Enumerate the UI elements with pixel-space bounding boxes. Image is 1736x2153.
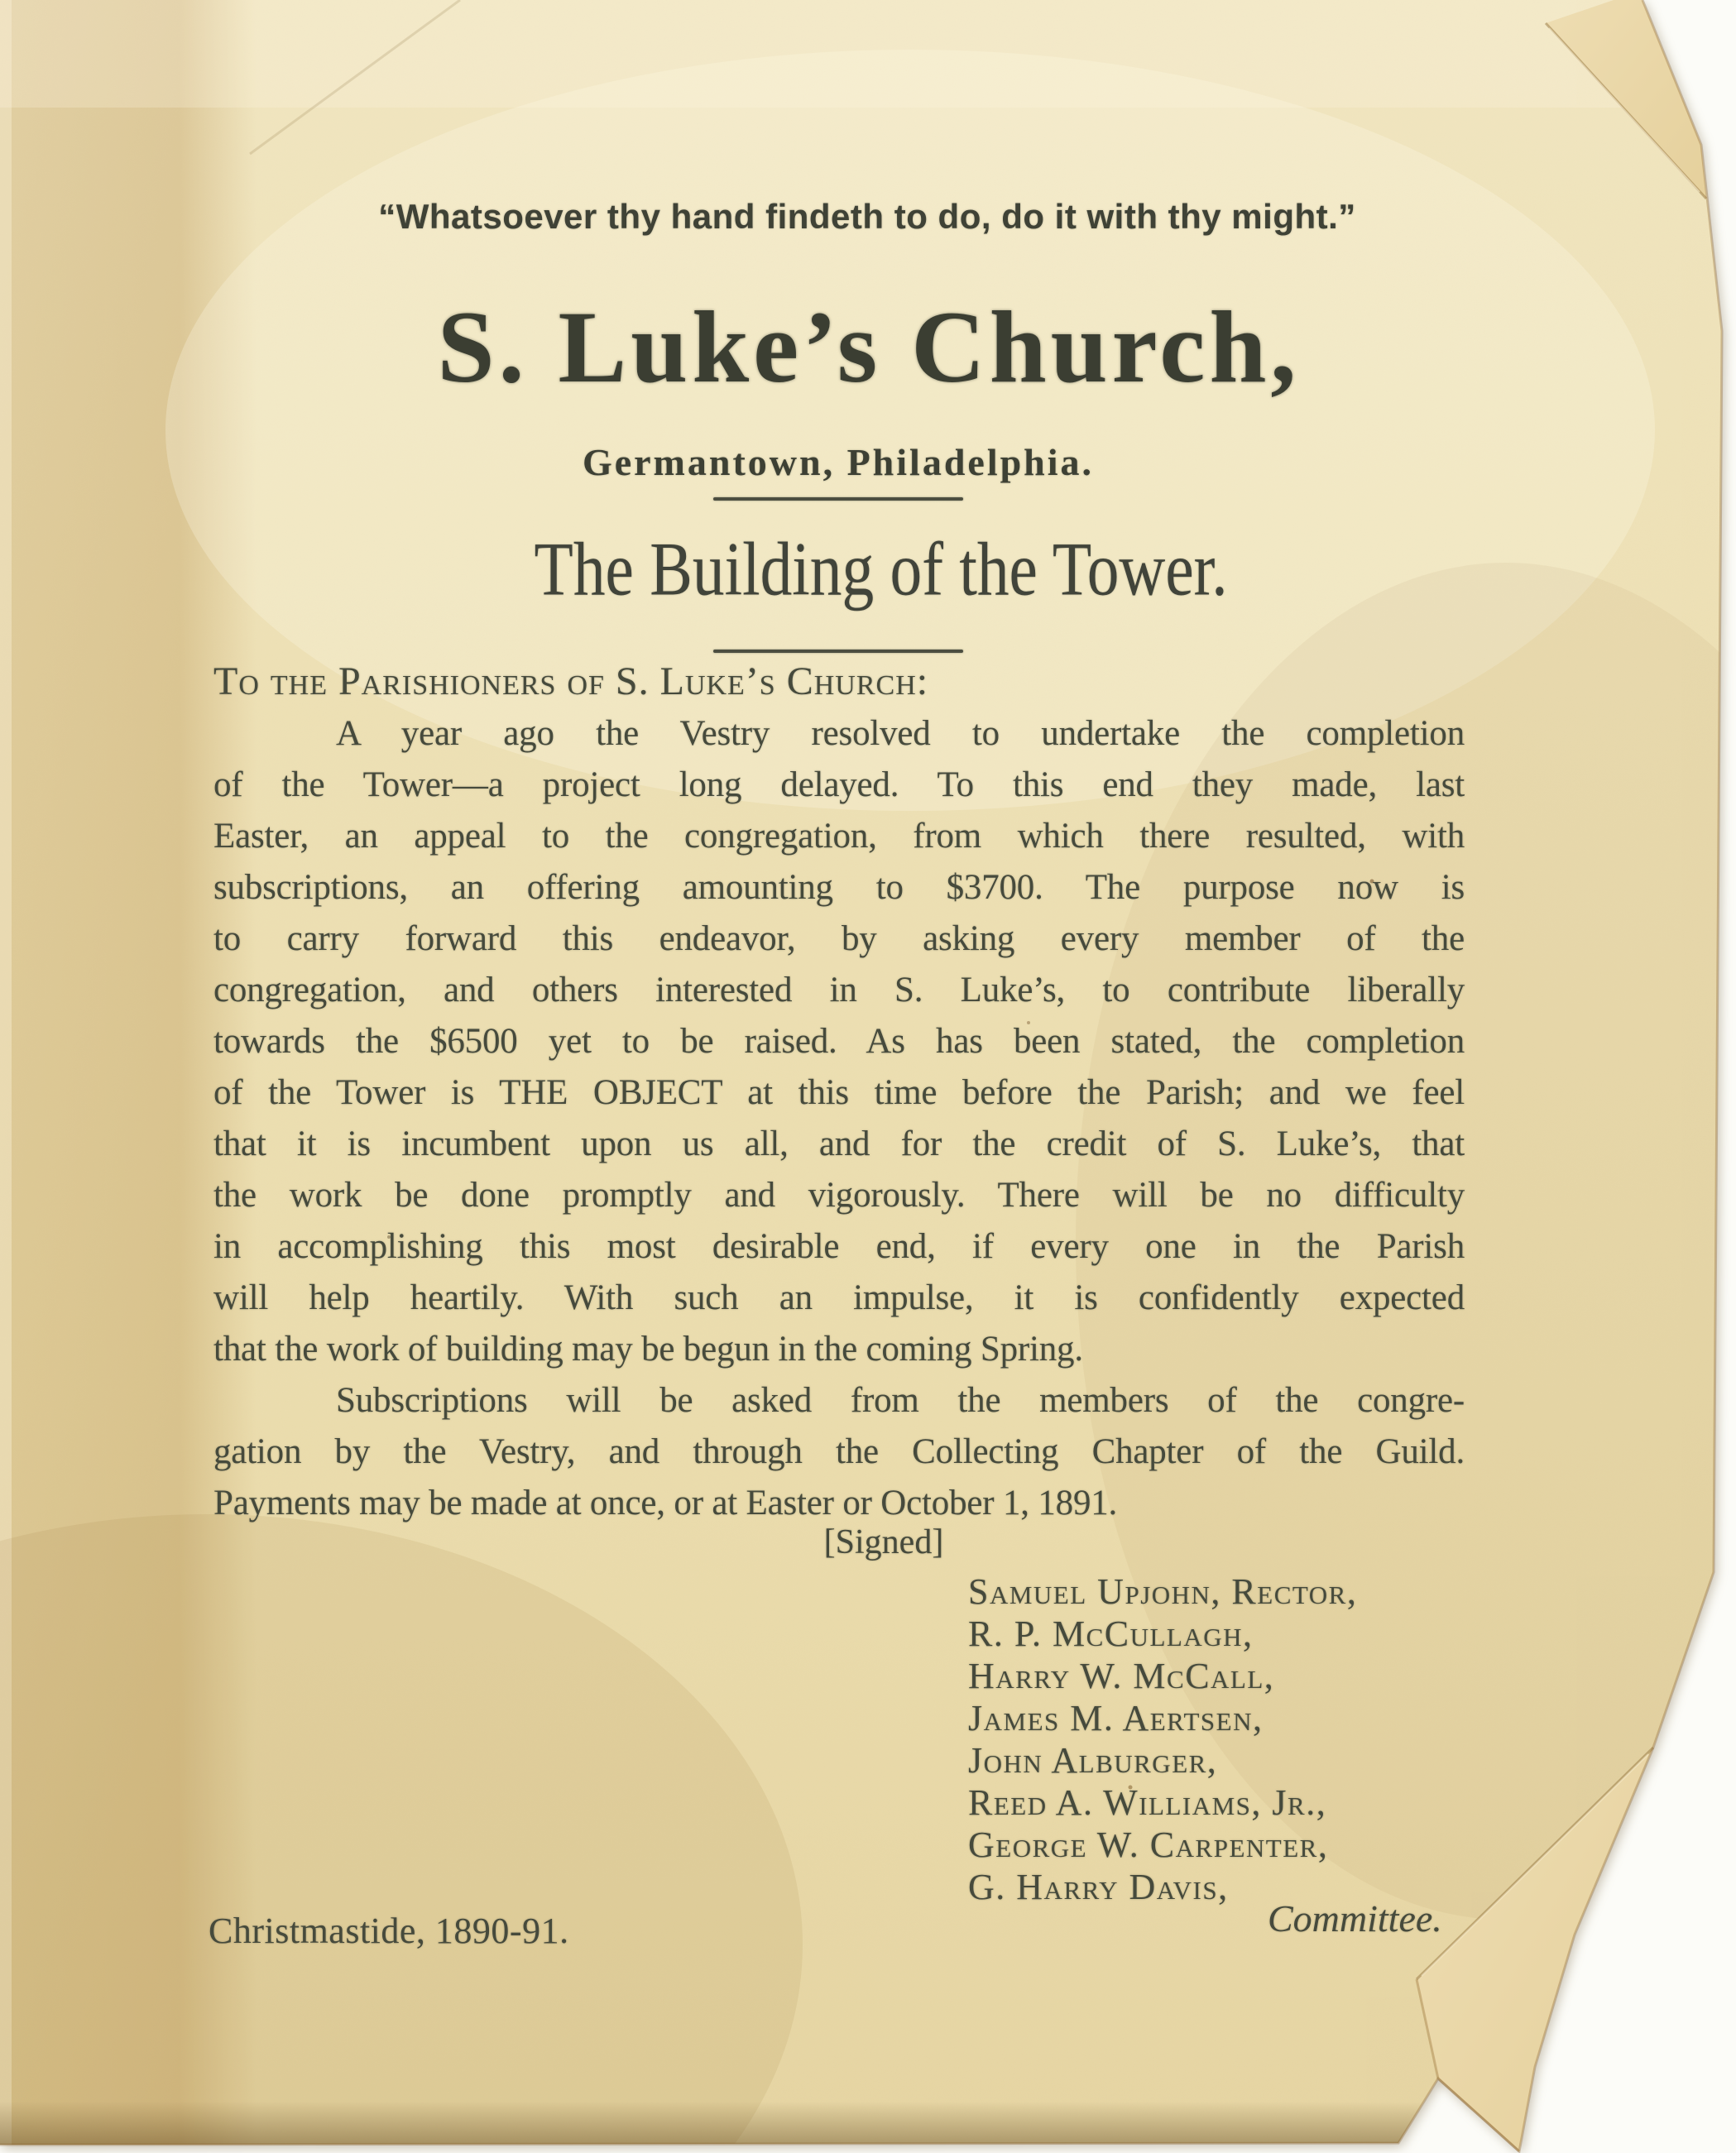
signature-line: Harry W. McCall,	[968, 1656, 1275, 1696]
dateline: Christmastide, 1890-91.	[209, 1911, 569, 1951]
body-line: subscriptions, an offering amounting to $3700. The purpose now is	[213, 868, 1465, 907]
body-line: A year ago the Vestry resolved to undertake the completion	[336, 714, 1465, 753]
body-line: Subscriptions will be asked from the members of the congre-	[336, 1381, 1465, 1420]
church-name: S. Luke’s Church,	[437, 290, 1301, 404]
signature-line: G. Harry Davis,	[968, 1867, 1229, 1907]
body-line: of the Tower—a project long delayed. To this end they made, last	[213, 765, 1465, 804]
body-line: that it is incumbent upon us all, and for the credit of S. Luke’s, that	[213, 1124, 1465, 1163]
body-line: congregation, and others interested in S. Luke’s, to contribute liberally	[213, 971, 1465, 1009]
signature-line: John Alburger,	[968, 1740, 1218, 1781]
signature-line: R. P. McCullagh,	[968, 1614, 1254, 1654]
body-line: gation by the Vestry, and through the Collecting Chapter of the Guild.	[213, 1432, 1465, 1471]
body-line: Easter, an appeal to the congregation, from which there resulted, with	[213, 817, 1465, 856]
epigraph: “Whatsoever thy hand findeth to do, do it with thy might.”	[378, 197, 1356, 236]
body-text	[213, 708, 1465, 1529]
body-line: towards the $6500 yet to be raised. As has been stated, the completion	[213, 1022, 1465, 1061]
church-location: Germantown, Philadelphia.	[582, 441, 1095, 483]
committee-label: Committee.	[1268, 1897, 1442, 1940]
document-title-text: The Building of the Tower.	[535, 526, 1228, 611]
body-line: of the Tower is THE OBJECT at this time before the Parish; and we feel	[213, 1073, 1465, 1112]
document-title	[99, 525, 1663, 611]
body-line: Payments may be made at once, or at Easter or October 1, 1891.	[213, 1484, 1118, 1522]
salutation: To the Parishioners of S. Luke’s Church:	[213, 659, 929, 703]
signature-line: Reed A. Williams, Jr.,	[968, 1782, 1327, 1823]
body-line: that the work of building may be begun in the coming Spring.	[213, 1330, 1083, 1369]
signature-line: Samuel Upjohn, Rector,	[968, 1571, 1358, 1612]
divider-rule-top	[713, 497, 963, 501]
signed-label: [Signed]	[823, 1523, 944, 1561]
signature-line: George W. Carpenter,	[968, 1825, 1329, 1865]
body-line: will help heartily. With such an impulse, it is confidently expected	[213, 1278, 1465, 1317]
body-line: to carry forward this endeavor, by asking every member of the	[213, 919, 1465, 958]
signature-list	[968, 1570, 1597, 1908]
divider-rule-bottom	[713, 650, 963, 653]
signature-line: James M. Aertsen,	[968, 1698, 1264, 1738]
body-line: in accomplishing this most desirable end, if every one in the Parish	[213, 1227, 1465, 1266]
body-line: the work be done promptly and vigorously. There will be no difficulty	[213, 1176, 1465, 1215]
